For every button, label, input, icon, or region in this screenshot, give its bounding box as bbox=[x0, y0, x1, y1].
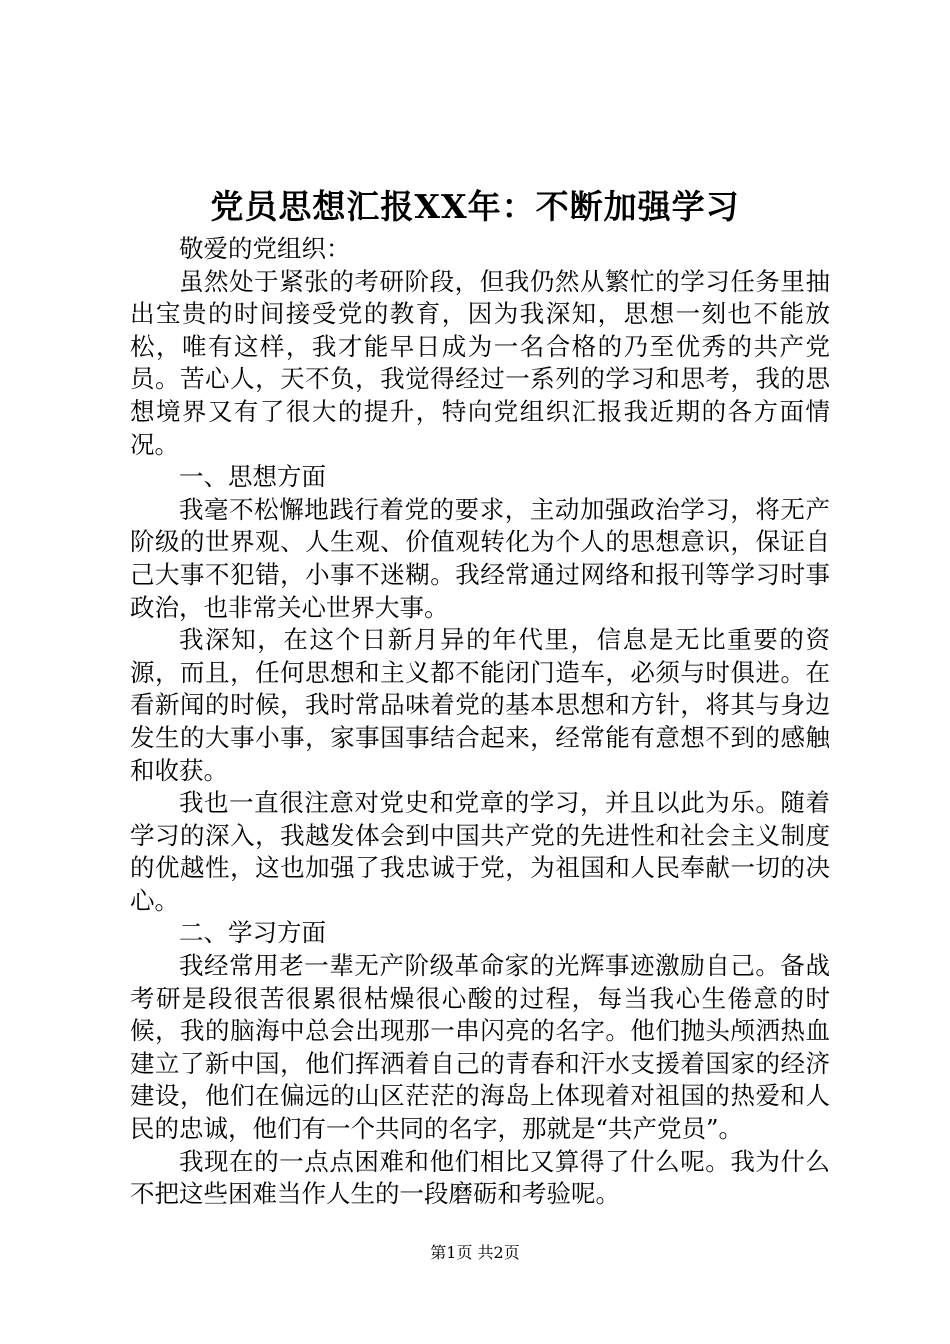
paragraph: 我深知，在这个日新月异的年代里，信息是无比重要的资源，而且，任何思想和主义都不能闭门造车，必须与时俱进。在看新闻的时候，我时常品味着党的基本思想和方针，将其与身边发生的大事小事，家事国事结合起来，经常能有意想不到的感触和收获。 bbox=[130, 625, 830, 785]
paragraph-intro: 虽然处于紧张的考研阶段，但我仍然从繁忙的学习任务里抽出宝贵的时间接受党的教育，因为我深知，思想一刻也不能放松，唯有这样，我才能早日成为一名合格的乃至优秀的共产党员。苦心人，天不负，我觉得经过一系列的学习和思考，我的思想境界又有了很大的提升，特向党组织汇报我近期的各方面情况。 bbox=[130, 266, 830, 459]
paragraph: 我毫不松懈地践行着党的要求，主动加强政治学习，将无产阶级的世界观、人生观、价值观转化为个人的思想意识，保证自己大事不犯错，小事不迷糊。我经常通过网络和报刊等学习时事政治，也非常关心世界大事。 bbox=[130, 494, 830, 622]
section-heading-study: 二、学习方面 bbox=[179, 918, 326, 948]
salutation: 敬爱的党组织： bbox=[179, 234, 351, 263]
document-title: 党员思想汇报XX年：不断加强学习 bbox=[210, 187, 740, 226]
page-footer: 第1页 共2页 bbox=[430, 1243, 520, 1262]
paragraph: 我经常用老一辈无产阶级革命家的光辉事迹激励自己。备战考研是段很苦很累很枯燥很心酸的过程，每当我心生倦意的时候，我的脑海中总会出现那一串闪亮的名字。他们抛头颅洒热血建立了新中国，他们挥洒着自己的青春和汗水支援着国家的经济建设，他们在偏远的山区茫茫的海岛上体现着对祖国的热爱和人民的忠诚，他们有一个共同的名字，那就是“共产党员”。 bbox=[130, 951, 830, 1144]
section-heading-thought: 一、思想方面 bbox=[179, 462, 326, 492]
document-body bbox=[130, 233, 830, 1211]
paragraph: 我也一直很注意对党史和党章的学习，并且以此为乐。随着学习的深入，我越发体会到中国共产党的先进性和社会主义制度的优越性，这也加强了我忠诚于党，为祖国和人民奉献一切的决心。 bbox=[130, 788, 830, 915]
paragraph: 我现在的一点点困难和他们相比又算得了什么呢。我为什么不把这些困难当作人生的一段磨砺和考验呢。 bbox=[130, 1146, 830, 1209]
